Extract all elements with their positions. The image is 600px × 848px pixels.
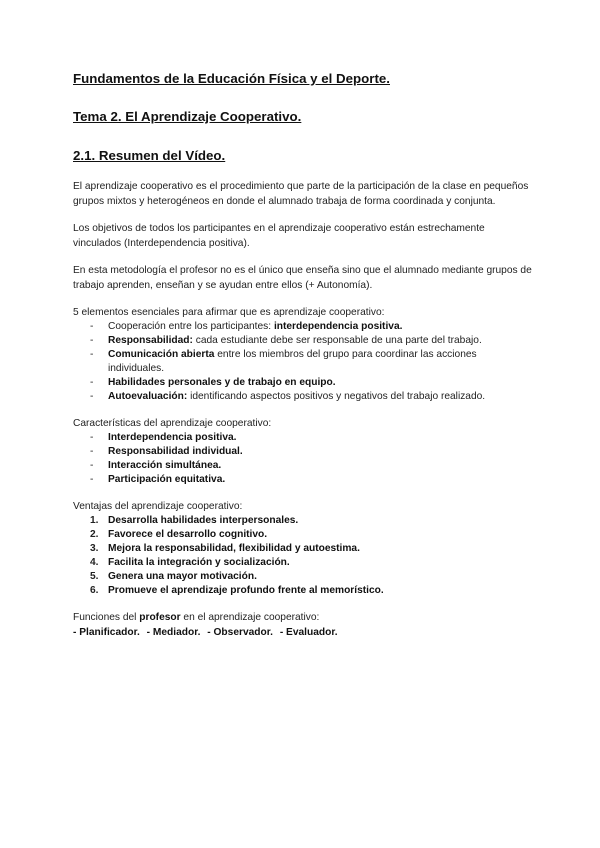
list-item: 1. Desarrolla habilidades interpersonales. bbox=[90, 515, 299, 526]
paragraph: En esta metodología el profesor no es el único que enseña sino que el alumnado mediante grupos de trabajo aprenden, enseñan y se ayudan entre ellos (+ Autonomía). bbox=[73, 265, 532, 291]
list-item: 3. Mejora la responsabilidad, flexibilidad y autoestima. bbox=[90, 543, 360, 554]
characteristics-intro: Características del aprendizaje cooperativo: bbox=[73, 418, 272, 429]
functions-list bbox=[73, 625, 533, 640]
list-item: 4. Facilita la integración y socialización. bbox=[90, 557, 290, 568]
function-item: - Planificador. bbox=[73, 627, 140, 638]
functions-intro: Funciones del profesor en el aprendizaje cooperativo: bbox=[73, 612, 320, 623]
list-item: 5. Genera una mayor motivación. bbox=[90, 571, 257, 582]
characteristics-list bbox=[73, 431, 533, 487]
list-item: - Responsabilidad: cada estudiante debe ser responsable de una parte del trabajo. bbox=[90, 335, 482, 346]
list-item: - Participación equitativa. bbox=[90, 474, 226, 485]
list-item: - Autoevaluación: identificando aspectos positivos y negativos del trabajo realizado. bbox=[90, 391, 486, 402]
course-title: Fundamentos de la Educación Física y el Deporte. bbox=[73, 71, 390, 86]
list-item: - Responsabilidad individual. bbox=[90, 446, 243, 457]
elements-intro: 5 elementos esenciales para afirmar que es aprendizaje cooperativo: bbox=[73, 307, 385, 318]
topic-title: Tema 2. El Aprendizaje Cooperativo. bbox=[73, 109, 302, 124]
list-item: 2. Favorece el desarrollo cognitivo. bbox=[90, 529, 268, 540]
list-item: 6. Promueve el aprendizaje profundo frente al memorístico. bbox=[90, 585, 384, 596]
function-item: - Mediador. bbox=[146, 627, 201, 638]
function-item: - Evaluador. bbox=[279, 627, 338, 638]
advantages-intro: Ventajas del aprendizaje cooperativo: bbox=[73, 501, 243, 512]
advantages-list bbox=[73, 514, 533, 598]
elements-list bbox=[73, 320, 533, 404]
function-item: - Observador. bbox=[207, 627, 273, 638]
list-item: - Cooperación entre los participantes: interdependencia positiva. bbox=[90, 321, 403, 332]
paragraph: El aprendizaje cooperativo es el procedimiento que parte de la participación de la clase en pequeños grupos mixtos y heterogéneos en donde el alumnado trabaja de forma coordinada y conjunta. bbox=[73, 181, 529, 207]
document-page bbox=[73, 70, 533, 640]
list-item: - Habilidades personales y de trabajo en equipo. bbox=[90, 377, 336, 388]
list-item: - Comunicación abierta entre los miembros del grupo para coordinar las acciones individuales. bbox=[90, 349, 477, 374]
paragraph: Los objetivos de todos los participantes en el aprendizaje cooperativo están estrechamente vinculados (Interdependencia positiva). bbox=[73, 223, 485, 249]
list-item: - Interacción simultánea. bbox=[90, 460, 222, 471]
list-item: - Interdependencia positiva. bbox=[90, 432, 237, 443]
section-title: 2.1. Resumen del Vídeo. bbox=[73, 148, 226, 163]
